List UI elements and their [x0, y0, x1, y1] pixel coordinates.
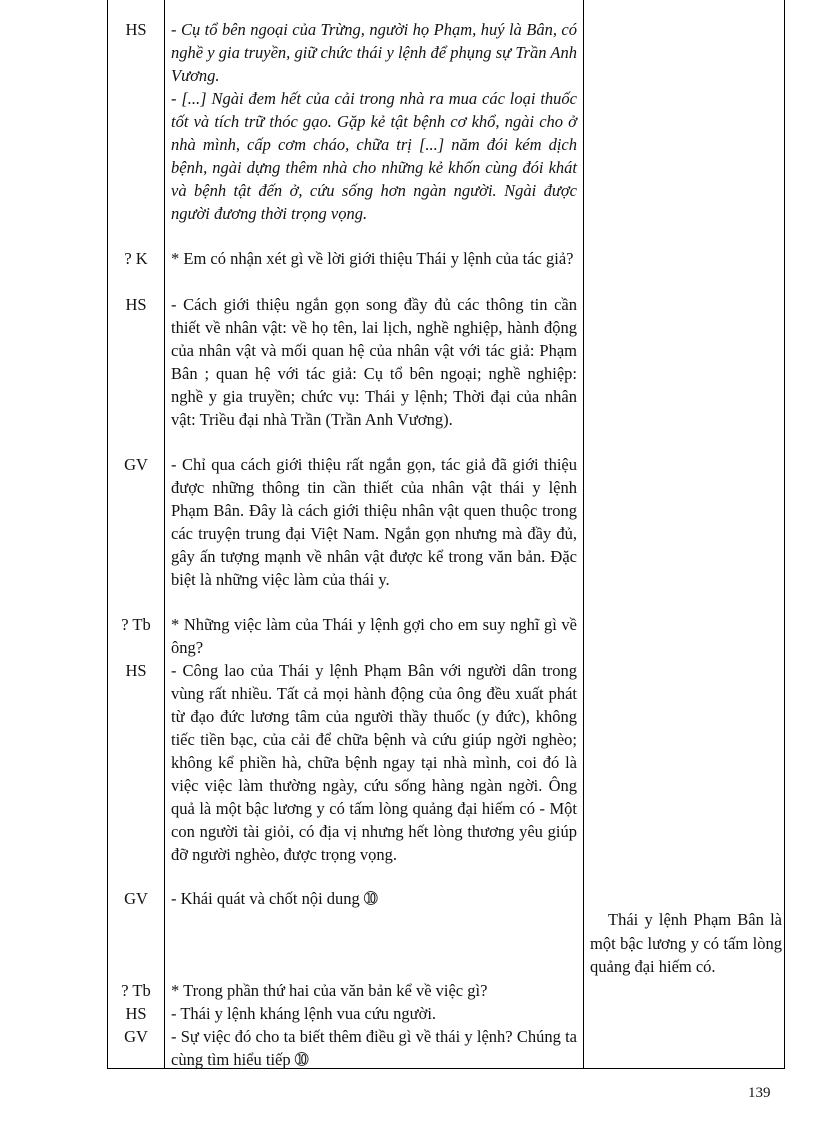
row-content [171, 1002, 577, 1025]
role-label: HS [125, 20, 147, 39]
summary-note: Thái y lệnh Phạm Bân là một bậc lương y có tấm lòng quảng đại hiếm có. [590, 910, 782, 976]
paragraph: * Những việc làm của Thái y lệnh gợi cho em suy nghĩ gì về ông? [171, 615, 577, 657]
role-label: ? Tb [121, 981, 151, 1000]
row-content [171, 18, 577, 225]
paragraph: - Khái quát và chốt nội dung ➉ [171, 889, 378, 908]
table-divider-content [583, 0, 584, 1068]
role-label: HS [125, 661, 147, 680]
row-content [171, 887, 577, 910]
role-label: ? K [124, 249, 148, 268]
row-content [171, 293, 577, 431]
role-label: HS [125, 1004, 147, 1023]
paragraph: - Cụ tổ bên ngoại của Trừng, người họ Phạm, huý là Bân, có nghề y gia truyền, giữ chức thái y lệnh để phụng sự Trần Anh Vương. [171, 20, 577, 85]
paragraph: - Chỉ qua cách giới thiệu rất ngắn gọn, tác giả đã giới thiệu được những thông tin cần thiết của nhân vật thái y lệnh Phạm Bân. Đây là cách giới thiệu nhân vật quen thuộc trong các truyện trung đại Việt Nam. Ngắn gọn nhưng mà đầy đủ, gây ấn tượng mạnh về nhân vật được kể trong văn bản. Đặc biệt là những việc làm của thái y. [171, 455, 577, 589]
paragraph: - Công lao của Thái y lệnh Phạm Bân với người dân trong vùng rất nhiều. Tất cả mọi hành động của ông đều xuất phát từ đạo đức lương tâm của người thầy thuốc (y đức), không tiếc tiền bạc, của cải để chữa bệnh và cứu giúp ngời nghèo; không kể phiền hà, chữa bệnh ngay tại nhà mình, coi đó là việc việc làm thường ngày, cứu sống hàng ngàn ngời. Ông quả là một bậc lương y có tấm lòng quảng đại hiếm có - Một con người tài giỏi, có địa vị nhưng hết lòng thương yêu giúp đỡ người nghèo, được trọng vọng. [171, 661, 577, 864]
role-label: GV [124, 455, 148, 474]
role-label: GV [124, 1027, 148, 1046]
table-border-right [784, 0, 785, 1068]
row-content [171, 1025, 577, 1071]
row-content [171, 979, 577, 1002]
paragraph: * Em có nhận xét gì về lời giới thiệu Thái y lệnh của tác giả? [171, 249, 574, 268]
paragraph: - Cách giới thiệu ngắn gọn song đầy đủ các thông tin cần thiết về nhân vật: về họ tên, lai lịch, nghề nghiệp, hành động của nhân vật và mối quan hệ của nhân vật với tác giả: Phạm Bân ; quan hệ với tác giả: Cụ tổ bên ngoại; nghề nghiệp: nghề y gia truyền; chức vụ: Thái y lệnh; Thời đại của nhân vật: Triều đại nhà Trần (Trần Anh Vương). [171, 295, 577, 429]
role-label: ? Tb [121, 615, 151, 634]
role-label: GV [124, 889, 148, 908]
role-label: HS [125, 295, 147, 314]
table-divider-role [164, 0, 165, 1068]
row-content [171, 247, 577, 270]
row-content [171, 613, 577, 659]
paragraph: - Thái y lệnh kháng lệnh vua cứu người. [171, 1004, 437, 1023]
paragraph: * Trong phần thứ hai của văn bản kể về việc gì? [171, 981, 488, 1000]
paragraph: - [...] Ngài đem hết của cải trong nhà ra mua các loại thuốc tốt và tích trữ thóc gạo. Gặp kẻ tật bệnh cơ khổ, ngài cho ở nhà mình, cấp cơm cháo, chữa trị [...] năm đói kém dịch bệnh, ngài dựng thêm nhà cho những kẻ khốn cùng đói khát và bệnh tật đến ở, cứu sống hơn ngàn người. Ngài được người đương thời trọng vọng. [171, 89, 577, 223]
paragraph: - Sự việc đó cho ta biết thêm điều gì về thái y lệnh? Chúng ta cùng tìm hiểu tiếp ➉ [171, 1027, 577, 1069]
row-content [171, 659, 577, 866]
page-number: 139 [748, 1085, 771, 1101]
row-content [171, 453, 577, 591]
